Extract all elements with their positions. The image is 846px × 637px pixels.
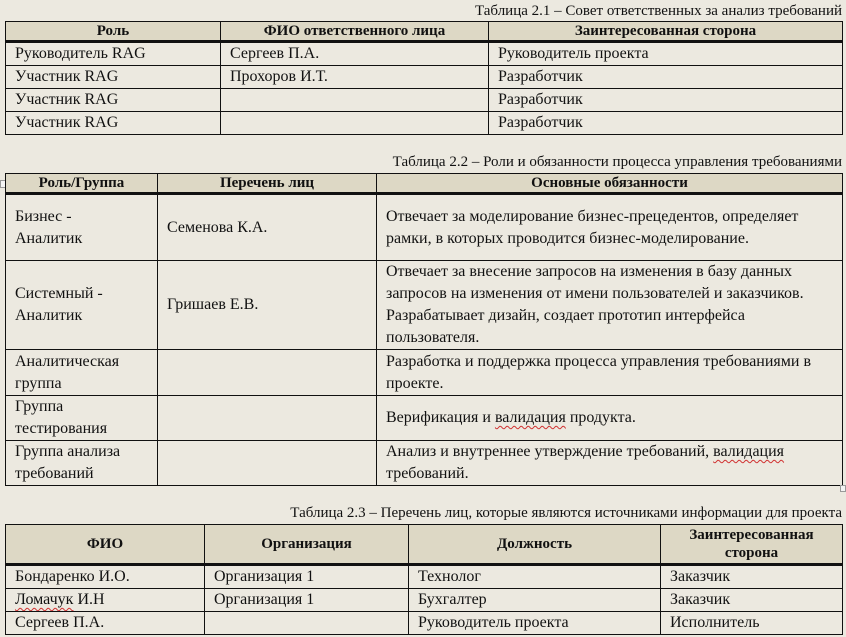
table-cell[interactable]: Сергеев П.А. — [221, 42, 489, 66]
column-header: Перечень лиц — [158, 174, 377, 194]
table-cell[interactable] — [158, 350, 377, 396]
table-row — [6, 565, 843, 589]
column-header: ФИО ответственного лица — [221, 22, 489, 42]
table-cell[interactable]: Группа анализа требований — [6, 441, 158, 486]
table-cell[interactable]: Исполнитель — [661, 612, 843, 635]
column-header: ФИО — [6, 525, 205, 565]
table-2-1-caption: Таблица 2.1 – Совет ответственных за анализ требований — [474, 3, 842, 19]
table-row — [6, 112, 843, 135]
table-cell[interactable]: Отвечает за моделирование бизнес-прецедентов, определяет рамки, в которых проводится бизнес-моделирование. — [377, 194, 843, 261]
table-cell[interactable]: Технолог — [409, 565, 661, 589]
table-cell[interactable]: Гришаев Е.В. — [158, 261, 377, 350]
table-cell[interactable]: Участник RAG — [6, 66, 221, 89]
table-2-1 — [5, 21, 843, 135]
table-cell[interactable]: Разработчик — [489, 112, 843, 135]
table-header-row — [6, 174, 843, 194]
table-row — [6, 194, 843, 261]
column-header: Роль — [6, 22, 221, 42]
table-cell[interactable]: Бухгалтер — [409, 589, 661, 612]
table-cell[interactable]: Заказчик — [661, 565, 843, 589]
table-row — [6, 612, 843, 635]
table-row — [6, 396, 843, 441]
table-cell[interactable]: Участник RAG — [6, 112, 221, 135]
table-header-row — [6, 22, 843, 42]
table-cell[interactable]: Участник RAG — [6, 89, 221, 112]
table-cell[interactable] — [377, 441, 843, 486]
table-row — [6, 261, 843, 350]
cell-text-verification: Верификация и валидация продукта. — [386, 409, 636, 426]
table-row — [6, 350, 843, 396]
table-cell[interactable]: Отвечает за внесение запросов на изменения в базу данных запросов на изменения от имени пользователей и заказчиков. Разрабатывает дизайн, создает прототип интерфейса пользователя. — [377, 261, 843, 350]
table-cell[interactable]: Организация 1 — [205, 565, 409, 589]
table-cell[interactable]: Разработка и поддержка процесса управления требованиями в проекте. — [377, 350, 843, 396]
table-cell[interactable] — [377, 396, 843, 441]
table-cell[interactable]: Руководитель проекта — [409, 612, 661, 635]
table-cell[interactable]: Заказчик — [661, 589, 843, 612]
table-cell[interactable]: Сергеев П.А. — [6, 612, 205, 635]
table-cell[interactable] — [205, 612, 409, 635]
table-row — [6, 441, 843, 486]
table-cell[interactable]: Прохоров И.Т. — [221, 66, 489, 89]
table-cell[interactable]: Группа тестирования — [6, 396, 158, 441]
table-cell[interactable]: Руководитель проекта — [489, 42, 843, 66]
table-row — [6, 66, 843, 89]
table-cell[interactable]: Аналитическая группа — [6, 350, 158, 396]
column-header: Заинтересованная сторона — [661, 525, 843, 565]
table-row — [6, 589, 843, 612]
column-header: Основные обязанности — [377, 174, 843, 194]
table-cell[interactable]: Системный - Аналитик — [6, 261, 158, 350]
table-row — [6, 42, 843, 66]
table-cell[interactable] — [6, 589, 205, 612]
table-cell[interactable]: Разработчик — [489, 89, 843, 112]
column-header: Должность — [409, 525, 661, 565]
table-cell[interactable] — [221, 89, 489, 112]
column-header: Заинтересованная сторона — [489, 22, 843, 42]
table-cell[interactable]: Семенова К.А. — [158, 194, 377, 261]
column-header: Организация — [205, 525, 409, 565]
table-cell[interactable] — [158, 396, 377, 441]
table-row — [6, 89, 843, 112]
table-cell[interactable] — [158, 441, 377, 486]
column-header: Роль/Группа — [6, 174, 158, 194]
table-2-3 — [5, 524, 843, 635]
table-cell[interactable]: Бондаренко И.О. — [6, 565, 205, 589]
table-header-row — [6, 525, 843, 565]
table-cell[interactable]: Бизнес - Аналитик — [6, 194, 158, 261]
table-cell[interactable]: Разработчик — [489, 66, 843, 89]
cell-text-analysis: Анализ и внутреннее утверждение требований, валидация требований. — [386, 443, 785, 482]
table-cell[interactable]: Руководитель RAG — [6, 42, 221, 66]
cell-text-lomachuk: Ломачук И.Н — [15, 591, 105, 608]
table-2-2 — [5, 173, 843, 486]
table-cell[interactable] — [221, 112, 489, 135]
table-2-3-caption: Таблица 2.3 – Перечень лиц, которые являются источниками информации для проекта — [290, 505, 842, 521]
table-2-2-caption: Таблица 2.2 – Роли и обязанности процесса управления требованиями — [392, 154, 842, 170]
table-cell[interactable]: Организация 1 — [205, 589, 409, 612]
table-resize-handle[interactable] — [840, 485, 846, 492]
